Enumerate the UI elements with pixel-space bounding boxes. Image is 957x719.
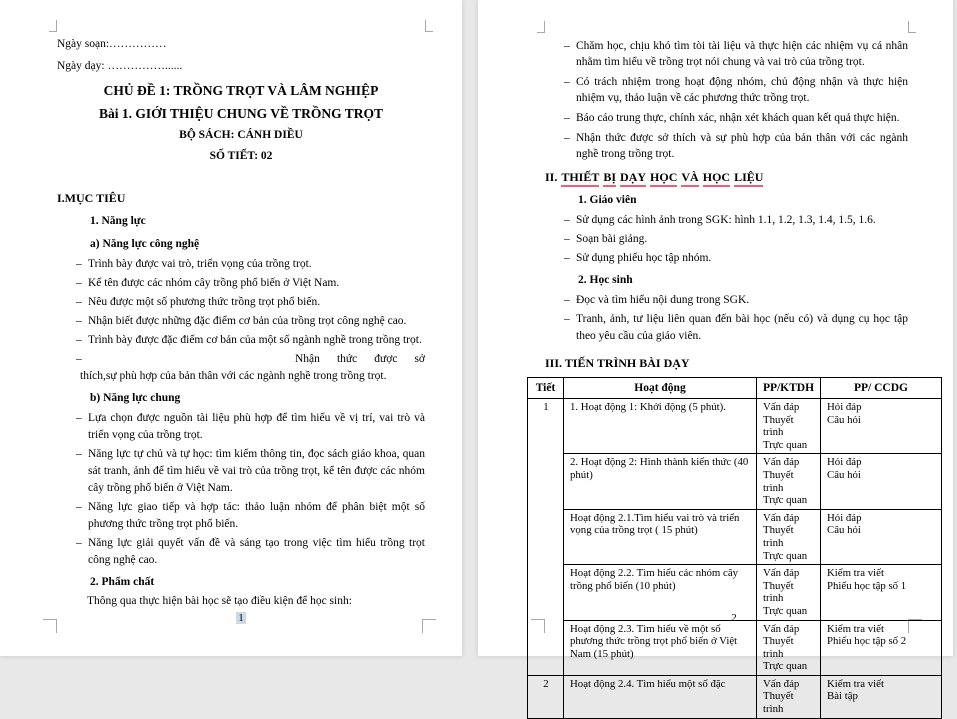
- underlined-words: [557, 170, 763, 184]
- misspelled-word: DẠY: [620, 170, 646, 187]
- bullet-list-cong-nghe: [57, 256, 425, 349]
- hoat-dong-cell: 1. Hoạt động 1: Khởi động (5 phút).: [564, 399, 757, 454]
- dash-marker: –: [76, 315, 82, 327]
- bullet-item: – Sử dụng phiếu học tập nhóm.: [564, 250, 908, 267]
- subheading-nang-luc: 1. Năng lực: [90, 215, 146, 227]
- page-1[interactable]: [0, 0, 462, 656]
- section-heading-muc-tieu: I.MỤC TIÊU: [57, 191, 126, 205]
- doc-title-bo-sach: BỘ SÁCH: CÁNH DIỀU: [179, 129, 303, 141]
- dash-marker: –: [76, 277, 82, 289]
- misspelled-word: BỊ: [603, 170, 616, 187]
- pp-ktdh-cell: Vấn đáp Thuyết trình Trực quan: [757, 565, 821, 620]
- bullet-item-justified-line2: thích,sự phù hợp của bản thân với các ngành nghề trong trồng trọt.: [80, 370, 387, 382]
- dash-marker: –: [564, 294, 570, 306]
- spread-words: [88, 351, 425, 368]
- bullet-item: – Năng lực giải quyết vấn đề và sáng tạo trong việc tìm hiểu trồng trọt công nghệ cao.: [76, 535, 425, 569]
- spread-word: Nhận: [295, 353, 320, 365]
- pp-ktdh-cell: Vấn đáp Thuyết trình Trực quan: [757, 509, 821, 564]
- pp-ccdg-cell: Hỏi đáp Câu hỏi: [821, 399, 942, 454]
- dash-marker: –: [76, 334, 82, 346]
- table-header-cell: PP/KTDH: [757, 378, 821, 399]
- section-heading-thiet-bi: [545, 167, 908, 187]
- tiet-cell: 2: [528, 675, 564, 718]
- table-row: [528, 399, 942, 454]
- margin-crop-mark: [537, 21, 545, 33]
- table-row: [528, 454, 942, 509]
- table-header-cell: PP/ CCDG: [821, 378, 942, 399]
- margin-crop-mark: [425, 20, 433, 32]
- section-heading-tien-trinh: III. TIẾN TRÌNH BÀI DẠY: [545, 356, 690, 370]
- pp-ccdg-cell: Kiểm tra viết Phiếu học tập số 1: [821, 565, 942, 620]
- ngay-day-line: Ngày dạy: ……………......: [57, 60, 183, 72]
- pp-ktdh-cell: Vấn đáp Thuyết trình Trực quan: [757, 620, 821, 675]
- bullet-item: – Chăm học, chịu khó tìm tòi tài liệu và thực hiện các nhiệm vụ cá nhân nhằm tìm hiểu về trồng trọt nói chung và vai trò của trồng trọt.: [564, 40, 908, 68]
- dash-marker: –: [564, 76, 570, 88]
- misspelled-word: THIẾT: [561, 170, 599, 187]
- doc-title-chu-de: CHỦ ĐỀ 1: TRỒNG TRỌT VÀ LÂM NGHIỆP: [103, 83, 379, 98]
- dash-marker: –: [564, 313, 570, 325]
- misspelled-word: VÀ: [681, 170, 698, 187]
- lesson-plan-table-wrap: [527, 377, 941, 719]
- page-number-field: 2: [731, 612, 737, 624]
- bullet-item: – Trình bày được vai trò, triển vọng của trồng trọt.: [76, 256, 425, 273]
- bullet-list-nl-chung: [57, 410, 425, 569]
- dash-marker: –: [76, 353, 82, 365]
- dash-marker: –: [564, 252, 570, 264]
- table-header-row: [528, 378, 942, 399]
- hoat-dong-cell: Hoạt động 2.4. Tìm hiểu một số đặc: [564, 675, 757, 718]
- page-number-row: [57, 611, 425, 625]
- table-row: [528, 620, 942, 675]
- margin-crop-mark: [43, 619, 57, 633]
- misspelled-word: HỌC: [703, 170, 730, 187]
- spread-word: thức: [336, 353, 358, 365]
- dash-marker: –: [76, 296, 82, 308]
- spread-word: sở: [414, 353, 425, 365]
- bullet-item: – Sử dụng các hình ảnh trong SGK: hình 1.1, 1.2, 1.3, 1.4, 1.5, 1.6.: [564, 212, 908, 229]
- bullet-item: – Tranh, ảnh, tư liệu liên quan đến bài học (nếu có) và dụng cụ học tập theo yêu cầu của giáo viên.: [564, 311, 908, 345]
- bullet-item: – Trình bày được đặc điểm cơ bản của một số ngành nghề trong trồng trọt.: [76, 332, 425, 349]
- doc-title-bai: Bài 1. GIỚI THIỆU CHUNG VỀ TRỒNG TRỌT: [98, 106, 384, 121]
- pp-ktdh-cell: Vấn đáp Thuyết trình Trực quan: [757, 454, 821, 509]
- hoat-dong-cell: Hoạt động 2.2. Tìm hiểu các nhóm cây trồng phổ biến (10 phút): [564, 565, 757, 620]
- page-1-content: [57, 0, 425, 610]
- tiet-cell: 1: [528, 399, 564, 676]
- dash-marker: –: [76, 448, 82, 460]
- table-row: [528, 675, 942, 718]
- hoat-dong-cell: 2. Hoạt động 2: Hình thành kiến thức (40 phút): [564, 454, 757, 509]
- bullet-item: – Kể tên được các nhóm cây trồng phổ biến ở Việt Nam.: [76, 275, 425, 292]
- spread-word: được: [374, 353, 398, 365]
- misspelled-word: HỌC: [650, 170, 677, 187]
- dash-marker: –: [564, 233, 570, 245]
- ngay-soan-line: Ngày soạn:……………: [57, 38, 167, 50]
- bullet-item: – Soạn bài giảng.: [564, 231, 908, 248]
- bullet-item: – Báo cáo trung thực, chính xác, nhận xét khách quan kết quả thực hiện.: [564, 112, 900, 124]
- bullet-item-justified: [76, 351, 425, 368]
- pp-ccdg-cell: Kiểm tra viết Phiếu học tập số 2: [821, 620, 942, 675]
- pp-ktdh-cell: Vấn đáp Thuyết trình: [757, 675, 821, 718]
- pp-ccdg-cell: Hỏi đáp Câu hỏi: [821, 454, 942, 509]
- bullet-item: – Năng lực tự chủ và tự học: tìm kiếm thông tin, đọc sách giáo khoa, quan sát tranh, ảnh để tìm hiểu về vai trò của trồng trọt, kể tên được các nhóm cây trồng phổ biến ở Việt Nam.: [76, 446, 425, 497]
- hoat-dong-cell: Hoạt động 2.1.Tìm hiểu vai trò và triển vọng của trồng trọt ( 15 phút): [564, 509, 757, 564]
- pham-chat-intro: Thông qua thực hiện bài học sẽ tạo điều kiện để học sinh:: [87, 595, 352, 607]
- dash-marker: –: [564, 40, 570, 52]
- pp-ccdg-cell: Kiểm tra viết Bài tập: [821, 675, 942, 718]
- dash-marker: –: [564, 214, 570, 226]
- subheading-pham-chat: 2. Phẩm chất: [90, 576, 155, 588]
- bullet-item: – Nhận thức được sở thích và sự phù hợp của bản thân với các ngành nghề trong trồng trọt.: [564, 132, 908, 160]
- misspelled-word: LIỆU: [734, 170, 763, 187]
- margin-crop-mark: [908, 21, 916, 33]
- subheading-hoc-sinh: 2. Học sinh: [578, 274, 633, 286]
- pp-ccdg-cell: Hỏi đáp Câu hỏi: [821, 509, 942, 564]
- table-header-cell: Hoạt động: [564, 378, 757, 399]
- bullet-item: – Nêu được một số phương thức trồng trọt phổ biến.: [76, 294, 425, 311]
- dash-marker: –: [564, 132, 570, 144]
- bullet-list-hoc-sinh: [545, 292, 908, 345]
- bullet-list-giao-vien: [545, 212, 908, 267]
- bullet-item: – Năng lực giao tiếp và hợp tác: thảo luận nhóm để phân biệt một số phương thức trồng trọt phổ biến.: [76, 499, 425, 533]
- dash-marker: –: [76, 412, 82, 424]
- bullet-list-pham-chat: [545, 38, 908, 162]
- doc-title-so-tiet: SỐ TIẾT: 02: [209, 150, 273, 162]
- bullet-item: – Nhận biết được những đặc điểm cơ bản của trồng trọt công nghệ cao.: [76, 313, 425, 330]
- dash-marker: –: [76, 537, 82, 549]
- bullet-item: – Đọc và tìm hiểu nội dung trong SGK.: [564, 292, 908, 309]
- page-2[interactable]: [478, 0, 953, 716]
- table-row: [528, 509, 942, 564]
- dash-marker: –: [564, 112, 570, 124]
- table-header-cell: Tiết: [528, 378, 564, 399]
- pp-ktdh-cell: Vấn đáp Thuyết trình Trực quan: [757, 399, 821, 454]
- bullet-item: – Lựa chọn được nguồn tài liệu phù hợp để tìm hiểu về vị trí, vai trò và triển vọng của trồng trọt.: [76, 410, 425, 444]
- dash-marker: –: [76, 258, 82, 270]
- bullet-item: – Có trách nhiệm trong hoạt động nhóm, chủ động nhận và thực hiện nhiệm vụ, thảo luận về các phương thức trồng trọt.: [564, 76, 908, 104]
- dash-marker: –: [76, 501, 82, 513]
- heading-prefix: II.: [545, 170, 558, 184]
- subheading-giao-vien: 1. Giáo viên: [578, 194, 637, 206]
- margin-crop-mark: [49, 20, 57, 32]
- hoat-dong-cell: Hoạt động 2.3. Tìm hiểu về một số phương thức trồng trọt phổ biến ở Việt Nam (15 phút): [564, 620, 757, 675]
- lesson-plan-table: [527, 377, 942, 719]
- page-number-row: [527, 611, 941, 625]
- subheading-nl-chung: b) Năng lực chung: [90, 392, 181, 404]
- subheading-nl-cong-nghe: a) Năng lực công nghệ: [90, 238, 200, 250]
- page-number-field: 1: [238, 612, 244, 624]
